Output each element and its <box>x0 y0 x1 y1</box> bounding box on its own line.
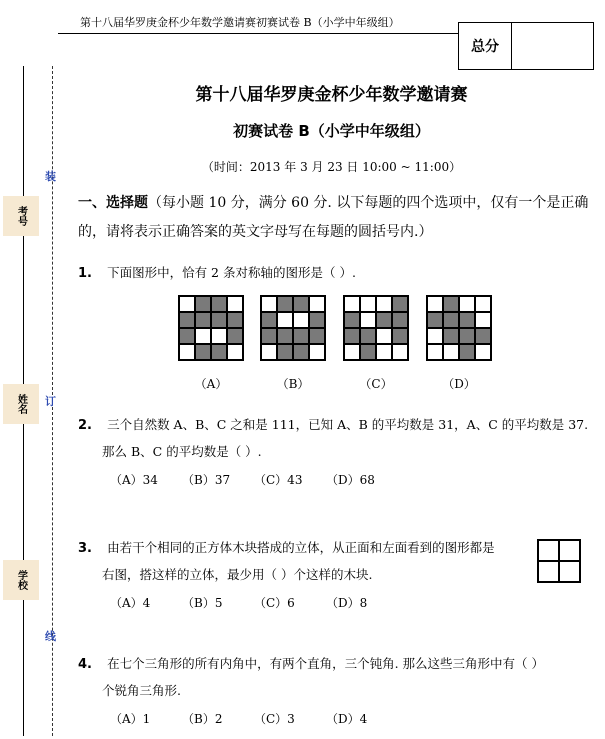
filled-cell <box>277 296 293 312</box>
filled-cell <box>261 312 277 328</box>
figure-d <box>426 295 492 361</box>
empty-cell <box>475 344 491 360</box>
header-rule <box>58 33 458 34</box>
filled-cell <box>392 312 408 328</box>
option-b[interactable]: （B）37 <box>182 473 231 487</box>
filled-cell <box>179 328 195 344</box>
figure-label-c: （C） <box>359 377 393 391</box>
empty-cell <box>195 328 211 344</box>
running-header: 第十八届华罗庚金杯少年数学邀请赛初赛试卷 B（小学中年级组） <box>80 16 400 29</box>
filled-cell <box>344 312 360 328</box>
question-number: 3. <box>78 541 92 556</box>
exam-title: 第十八届华罗庚金杯少年数学邀请赛 <box>195 85 468 105</box>
question-4 <box>78 650 598 727</box>
empty-cell <box>309 296 325 312</box>
empty-cell <box>427 328 443 344</box>
view-cell <box>559 540 580 561</box>
empty-cell <box>392 344 408 360</box>
figure-label-b: （B） <box>276 377 310 391</box>
filled-cell <box>427 312 443 328</box>
options <box>110 471 603 488</box>
filled-cell <box>227 312 243 328</box>
score-label: 总分 <box>459 23 512 69</box>
filled-cell <box>376 312 392 328</box>
option-a[interactable]: （A）1 <box>110 712 151 726</box>
options <box>110 710 598 727</box>
score-box <box>458 22 594 70</box>
empty-cell <box>360 296 376 312</box>
filled-cell <box>392 328 408 344</box>
filled-cell <box>459 328 475 344</box>
filled-cell <box>277 344 293 360</box>
option-a[interactable]: （A）4 <box>110 596 151 610</box>
filled-cell <box>360 344 376 360</box>
figure-c <box>343 295 409 361</box>
filled-cell <box>195 344 211 360</box>
filled-cell <box>293 296 309 312</box>
filled-cell <box>227 328 243 344</box>
question-3 <box>78 534 538 611</box>
empty-cell <box>427 296 443 312</box>
figure-a <box>178 295 244 361</box>
question-text-line2: 右图，搭这样的立体，最少用（ ）个这样的木块. <box>102 567 373 582</box>
question-number: 1. <box>78 266 92 281</box>
question-number: 2. <box>78 418 92 433</box>
exam-subtitle: 初赛试卷 B（小学中年级组） <box>233 122 430 140</box>
school-tag: 学校 <box>3 560 39 600</box>
score-field[interactable] <box>512 23 593 69</box>
filled-cell <box>195 312 211 328</box>
empty-cell <box>459 296 475 312</box>
filled-cell <box>443 312 459 328</box>
empty-cell <box>179 344 195 360</box>
options <box>110 594 538 611</box>
empty-cell <box>344 344 360 360</box>
question-text-line1: 在七个三角形的所有内角中，有两个直角，三个钝角. 那么这些三角形中有（ ） <box>107 656 544 671</box>
view-cell <box>538 540 559 561</box>
filled-cell <box>360 328 376 344</box>
filled-cell <box>459 344 475 360</box>
empty-cell <box>261 344 277 360</box>
filled-cell <box>344 328 360 344</box>
question-1 <box>78 259 356 286</box>
empty-cell <box>211 328 227 344</box>
empty-cell <box>227 296 243 312</box>
candidate-number-tag: 考号 <box>3 196 39 236</box>
figure-label-d: （D） <box>442 377 476 391</box>
empty-cell <box>427 344 443 360</box>
figure-label-a: （A） <box>194 377 228 391</box>
option-c[interactable]: （C）3 <box>254 712 295 726</box>
question-text-line1: 三个自然数 A、B、C 之和是 111，已知 A、B 的平均数是 31，A、C 的平均数是 37. <box>107 417 589 432</box>
question-2 <box>78 411 603 488</box>
filled-cell <box>443 328 459 344</box>
filled-cell <box>293 328 309 344</box>
option-c[interactable]: （C）6 <box>254 596 295 610</box>
binding-mark-zhuang: 装 <box>45 170 56 183</box>
filled-cell <box>392 296 408 312</box>
filled-cell <box>179 312 195 328</box>
question-text-line2: 那么 B、C 的平均数是（ ）. <box>102 444 262 459</box>
empty-cell <box>376 296 392 312</box>
empty-cell <box>277 312 293 328</box>
question-text-line1: 由若干个相同的正方体木块搭成的立体，从正面和左面看到的图形都是 <box>107 540 495 555</box>
option-c[interactable]: （C）43 <box>254 473 303 487</box>
filled-cell <box>309 328 325 344</box>
filled-cell <box>459 312 475 328</box>
name-tag: 姓名 <box>3 384 39 424</box>
empty-cell <box>475 296 491 312</box>
empty-cell <box>376 344 392 360</box>
question-text-line2: 个锐角三角形. <box>102 683 181 698</box>
section-instructions <box>78 189 598 247</box>
empty-cell <box>443 344 459 360</box>
empty-cell <box>179 296 195 312</box>
question-text: 下面图形中，恰有 2 条对称轴的图形是（ ）. <box>107 265 356 280</box>
empty-cell <box>360 312 376 328</box>
filled-cell <box>261 328 277 344</box>
exam-time: （时间：2013 年 3 月 23 日 10:00 ~ 11:00） <box>201 160 462 174</box>
filled-cell <box>211 344 227 360</box>
figure-b <box>260 295 326 361</box>
filled-cell <box>211 312 227 328</box>
view-cell <box>538 561 559 582</box>
empty-cell <box>344 296 360 312</box>
empty-cell <box>261 296 277 312</box>
filled-cell <box>211 296 227 312</box>
filled-cell <box>443 296 459 312</box>
view-cell <box>559 561 580 582</box>
empty-cell <box>309 344 325 360</box>
empty-cell <box>227 344 243 360</box>
view-figure <box>537 539 581 583</box>
option-d[interactable]: （D）4 <box>326 712 368 726</box>
filled-cell <box>277 328 293 344</box>
question-number: 4. <box>78 657 92 672</box>
option-a[interactable]: （A）34 <box>110 473 158 487</box>
filled-cell <box>195 296 211 312</box>
binding-mark-xian: 线 <box>45 630 56 643</box>
binding-mark-ding: 订 <box>45 395 56 408</box>
empty-cell <box>376 328 392 344</box>
empty-cell <box>475 312 491 328</box>
section-heading: 一、选择题 <box>78 195 148 211</box>
filled-cell <box>293 344 309 360</box>
option-b[interactable]: （B）5 <box>182 596 223 610</box>
section-instruction-text: （每小题 10 分，满分 60 分. 以下每题的四个选项中，仅有一个是正确的，请将表示正确答案的英文字母写在每题的圆括号内.） <box>78 195 589 240</box>
filled-cell <box>475 328 491 344</box>
filled-cell <box>309 312 325 328</box>
option-d[interactable]: （D）8 <box>326 596 368 610</box>
option-b[interactable]: （B）2 <box>182 712 223 726</box>
empty-cell <box>293 312 309 328</box>
option-d[interactable]: （D）68 <box>326 473 375 487</box>
